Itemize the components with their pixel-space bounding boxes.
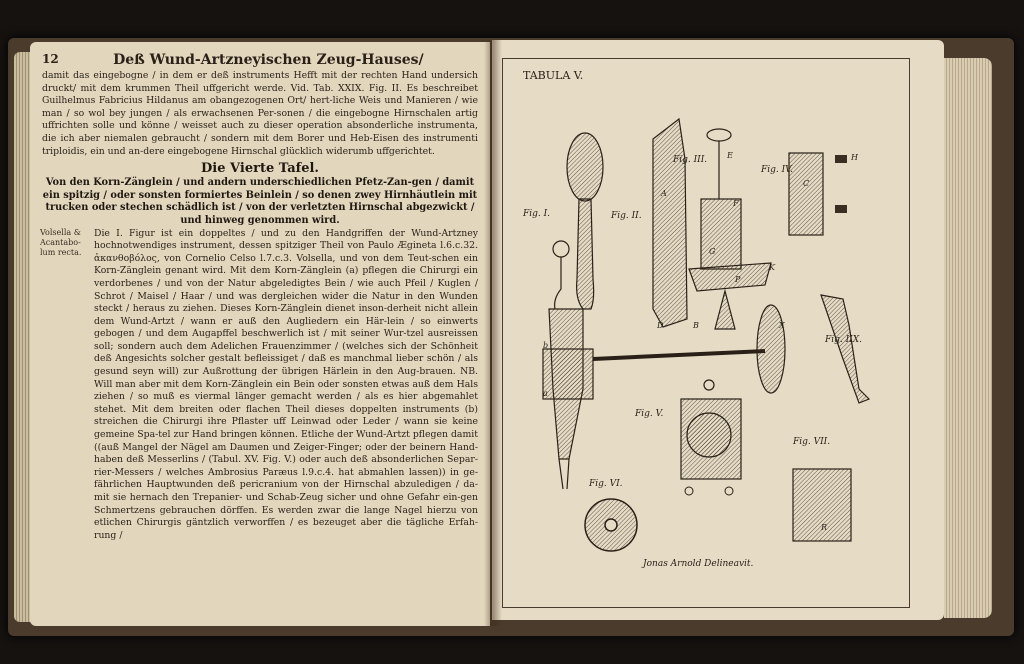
small-piece-h2 — [835, 205, 847, 213]
pin-1 — [685, 487, 693, 495]
letter-H: H — [851, 153, 858, 162]
fig-label-7: Fig. VII. — [793, 437, 831, 447]
fig-label-8: Fig. IIX. — [825, 335, 862, 345]
letter-X: X — [779, 321, 785, 330]
running-head — [42, 52, 478, 68]
letter-E: E — [727, 151, 733, 160]
running-title: Deß Wund-Artzneyischen Zeug-Hauses/ — [113, 52, 424, 68]
plate-title: TABULA V. — [523, 69, 584, 82]
fig-label-6: Fig. VI. — [589, 479, 623, 489]
pin-2 — [725, 487, 733, 495]
figure-1-forceps — [543, 133, 603, 489]
figure-5-wheel — [681, 380, 741, 479]
figure-4-plate — [789, 153, 823, 235]
page-number: 12 — [42, 52, 59, 66]
book-gutter — [484, 40, 502, 626]
engraver-signature: Jonas Arnold Delineavit. — [643, 559, 754, 569]
letter-G: G — [709, 247, 716, 256]
opening-text: damit das eingebogne / in dem er deß instruments Hefft mit der rechten Hand undersich druckt/ mit dem krummen Theil uffgericht werde. Vid. Tab. XXIX. Fig. II. Es beschreibet Guilhelmus Fabricius Hildanus am obangezogenen Ort/ hert-liche Weis und Manieren / wie man / so wol bey jungen / als erwachsenen Per-sonen / die eingebogne Hirnschalen artig uffrichten solle und könne / weisset auch zu dieser operation absonderliche instrumenta, die ich aber niemalen gebraucht / sondern mit dem Borer und Heb-Eisen des instrumenti triploidis, ein und an-dere eingebogene Hirnschal glücklich widerumb uffgerichtet. — [42, 70, 478, 157]
fig-label-5: Fig. V. — [635, 409, 664, 419]
surgical-instruments-engraving — [503, 59, 911, 609]
right-page-edges — [944, 58, 992, 618]
letter-B: B — [693, 321, 699, 330]
chapter-summary: Von den Korn-Zänglein / und andern underschiedlichen Pfetz-Zan-gen / damit ein spitzig / oder sonsten formiertes Beinlein / so denen zwey Hirnhäutlein mit trucken oder stechen schädlich ist / von der verletzten Hirnschal abgezwickt / und hinweg genommen wird. — [42, 177, 478, 226]
letter-b: b — [543, 341, 549, 350]
figure-2-spatula — [653, 119, 687, 327]
letter-C: C — [803, 179, 810, 188]
fig-label-4: Fig. IV. — [761, 165, 793, 175]
letter-A: A — [661, 189, 667, 198]
letter-a: a — [543, 389, 548, 398]
letter-D: D — [657, 321, 664, 330]
left-page — [30, 42, 490, 626]
right-page — [492, 40, 944, 620]
fig-label-1: Fig. I. — [523, 209, 551, 219]
handle-x — [757, 305, 785, 393]
section-title: Die Vierte Tafel. — [201, 161, 319, 177]
figure-8-lever — [821, 295, 869, 403]
letter-F: F — [733, 199, 739, 208]
letter-P: P — [735, 275, 741, 284]
letter-R: R — [821, 523, 828, 532]
figure-6-gear — [585, 499, 637, 551]
main-text: Die I. Figur ist ein doppeltes / und zu den Handgriffen der Wund-Artzney hochnotwendiges instrument, dessen spitziger Theil von Paulo Ægineta l.6.c.32. ἀκανθοβόλος, von Cornelio Celso l.7.c.3. Volsella, und von dem Teut-schen ein Korn-Zänglein genant wird. Mit dem Korn-Zänglein (a) pflegen die Chirurgi ein verdorbenes / und von der Natur abgeledigtes Bein / wie auch Pfeil / Kuglen / Schrot / Maisel / Haar / und was dergleichen wider die Natur in den Wunden steckt / heraus zu ziehen. Dieses Korn-Zänglein dienet inson-derheit nicht allein dem Wund-Artzt / wann er auß den Augliedern ein Här-lein / so einwerts gebogen / und dem Augapffel beschwerlich ist / mit seiner Wur-tzel ausreissen soll; sondern auch dem Adelichen Frauenzimmer / (welches sich der Schönheit deß Angesichts solcher gestalt befleissiget / daß es manchmal lieber schön / als gesund seyn will) zur Außrottung der übrigen Härlein in den Aug-brauen. NB. Will man aber mit dem Korn-Zänglein ein Bein oder sonsten etwas auß dem Hals ziehen / so muß es viermal länger gemacht werden / als es hier abgemahlet stehet. Mit dem breiten oder flachen Theil dieses doppelten instruments (b) streichen die Chirurgi ihre Pflaster uff Leinwad oder Leder / wann sie keine gemeine Spa-tel zur Hand bringen können. Etliche der Wund-Artzt pflegen damit ((auß Mangel der Nägel am Daumen und Zeiger-Finger; oder der beinern Hand-haben deß Messerlins / (Tabul. XV. Fig. V.) oder auch deß absonderlichen Separ-rier-Messers / welches Ambrosius Paræus l.9.c.4. hat abmahlen lassen)) in ge-fährlichen Hauptwunden deß pericranium von der Hirnschal abzuledigen / da-mit sie hernach den Trepanier- und Schab-Zeug sicher und ohne Gefahr ein-gen Schmertzens gebrauchen dörffen. Es werden zwar die lange Nagel hierzu von etlichen Chirurgis gäntzlich verworffen / es bezeuget aber die tägliche Erfah-rung / — [94, 227, 478, 541]
fig-label-3: Fig. III. — [673, 155, 708, 165]
letter-K: K — [769, 263, 775, 272]
margin-note: Volsella & Acantabo-lum recta. — [40, 227, 82, 257]
main-paragraph — [42, 228, 478, 543]
engraving-plate — [502, 58, 910, 608]
small-piece-h1 — [835, 155, 847, 163]
fig-label-2: Fig. II. — [611, 211, 642, 221]
